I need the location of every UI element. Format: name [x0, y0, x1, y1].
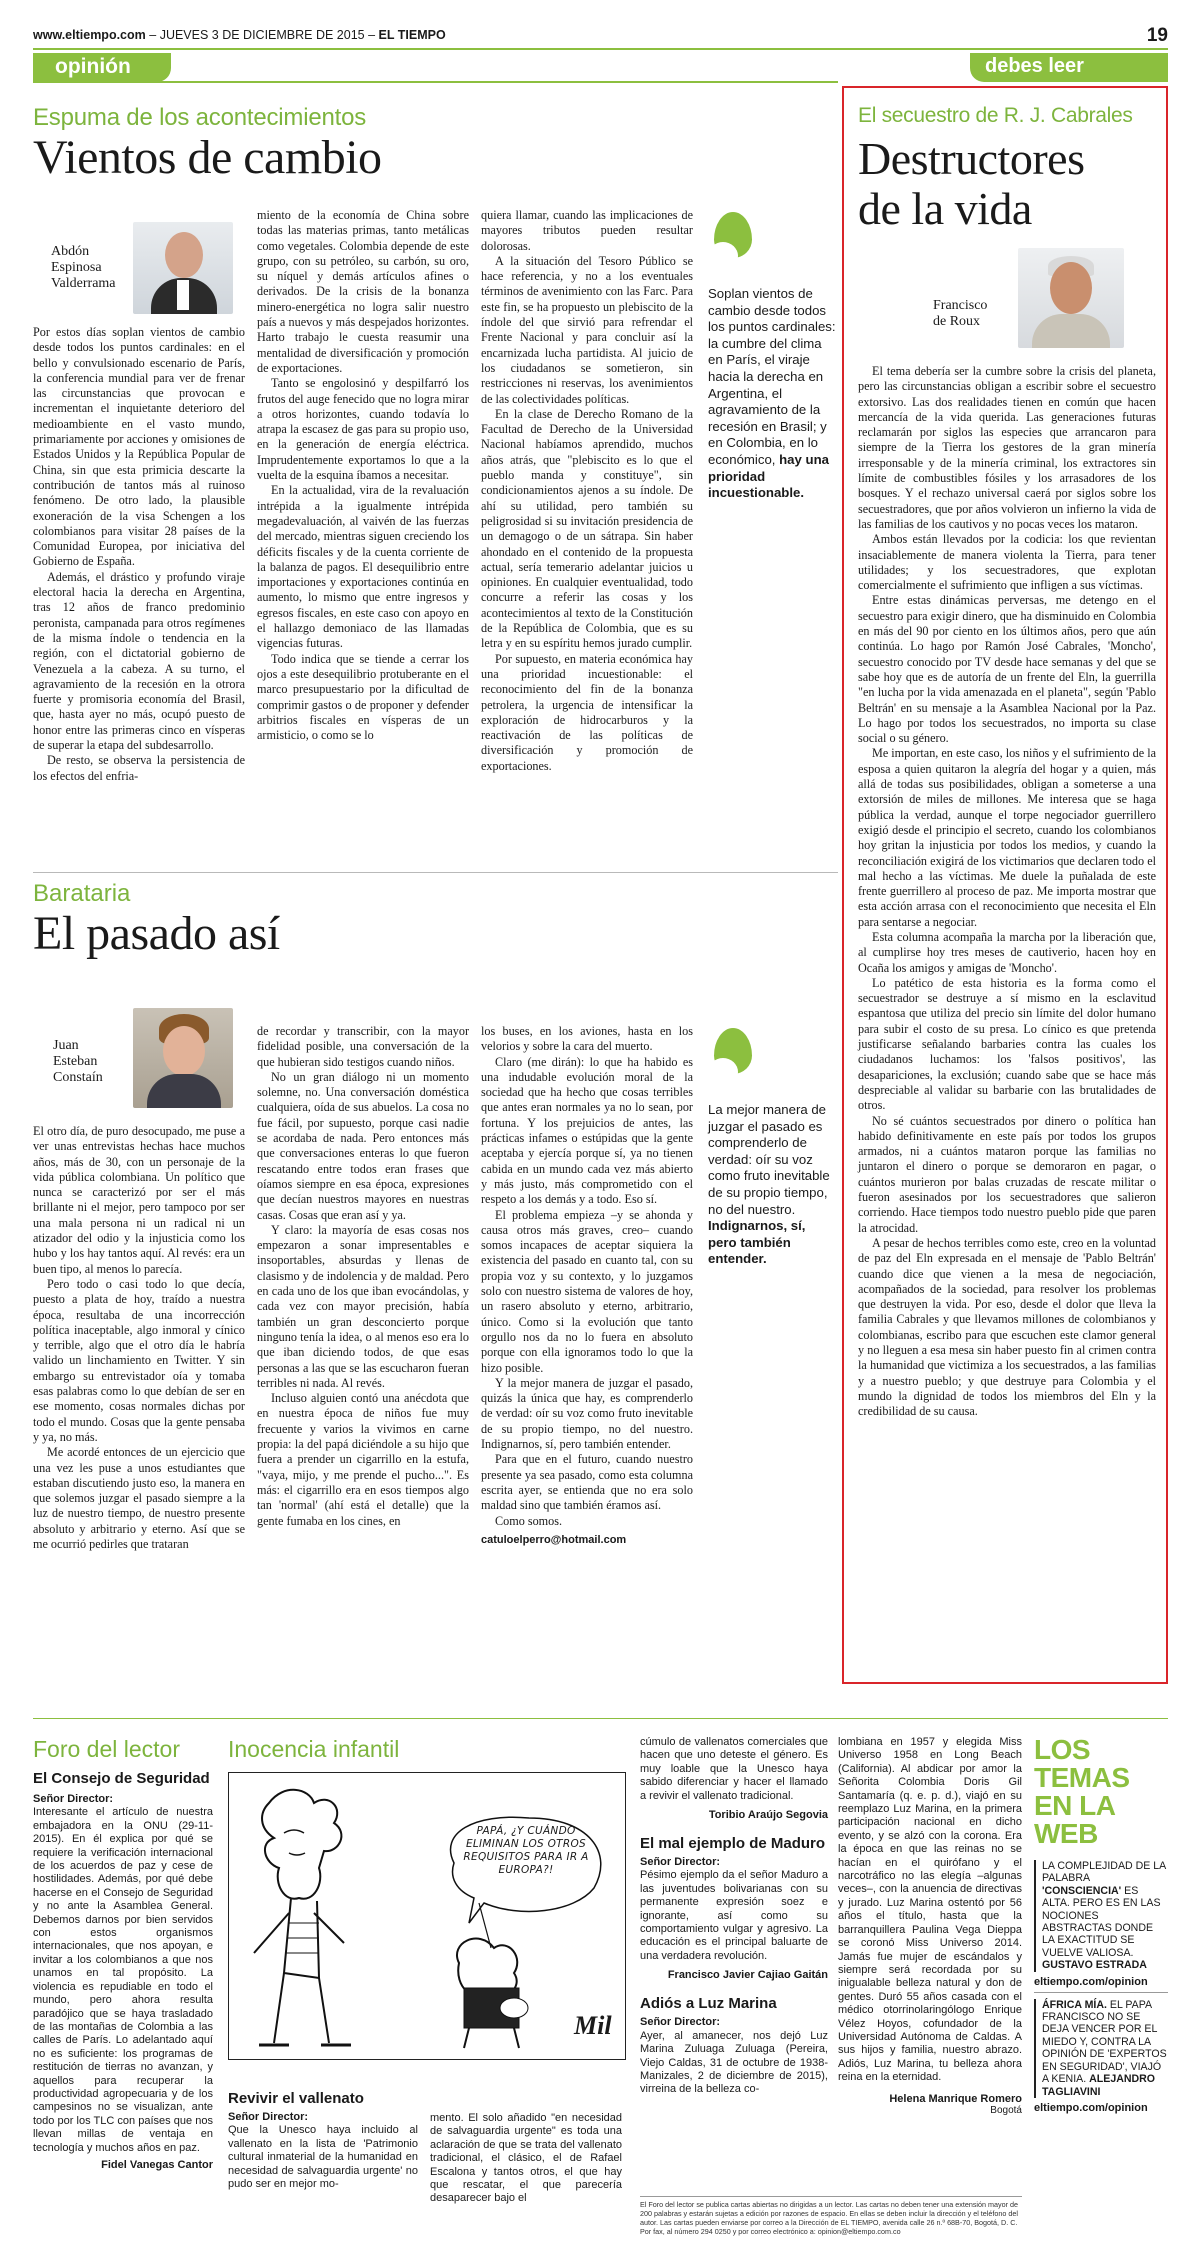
article1-column-1: Por estos días soplan vientos de cambio desde todos los puntos cardinales: en el bello y convulsionado escenario de París, la conferencia mundial para ver de frenar las circunstancias que provocan e incrementan el inquietante deterioro del medioambiente en el vasto mundo, primariamente por acciones y omisiones de Estados Unidos y la República Popular de China, sin que esta primicia descarte la contribución de tantos más al ruinoso fenómeno. De otro lado, la plausible exoneración de la visa Schengen a los colombianos para visitar 28 países de la Comunidad Europea, por iniciativa del Gobierno de España. Además, el drástico y profundo viraje electoral hacia la derecha en Argentina, tras 12 años de franco predominio peronista, campanada para otros regímenes de la misma índole o tendencia en la región, con el dictatorial gobierno de Venezuela a la cabeza. A su turno, el agravamiento de la recesión en la otrora fuerte y promisoria economía del Brasil, que, hasta ayer no más, ocupó puesto de honor entre las primeras cinco en vísperas de superar la etapa del subdesarrollo. De resto, se observa la persistencia de los efectos del enfria-: [33, 325, 245, 783]
letter-body: lombiana en 1957 y elegida Miss Universo 1958 en Long Beach (California). Al abdicar por amor la Señorita Colombia Doris Gil Santamaría (q. e. p. d.), viajó en su reemplazo Luz Marina, en la primera participación nacional en dicho evento, y se alzó con la corona. Era la época en que las reinas no se hacían en el quirófano y el narcotráfico no las elegía –algunas veces–, con la anuencia de directivas y jurado. Luz Marina ostentó por 56 años el título, hasta que la barranquillera Paulina Vega Dieppa se coronó Miss Universo 2014. Jamás fue mujer de escándalos y siempre será recordada por su inigualable belleza natural y don de gentes. Duró 55 años casada con el médico otorrinolaringólogo Enrique Vélez Hoyos, cofundador de la Universidad Autónoma de Caldas. A sus hijos y familia, nuestro abrazo. Adiós, Luz Marina, tu belleza ahora reina en la eternidad.: [838, 1736, 1022, 2084]
author-name: Francisco: [933, 298, 988, 313]
article1-column-3: quiera llamar, cuando las implicaciones de mayores tributos pueden resultar dolorosas. A la situación del Tesoro Público se hace referencia, y no a los eventuales términos de avenimiento con las Farc. Para este fin, se ha propuesto un plebiscito de la índole del que sirvió para refrendar el Frente Nacional y para concluir así la encarnizada lucha partidista. Al juicio de los ciudadanos se sometieron, sin restricciones ni reservas, los avenimientos de las colectividades políticas. En la clase de Derecho Romano de la Facultad de Derecho de la Universidad Nacional habíamos aprendido, muchos años atrás, que "plebiscito es lo que el pueblo manda y constituye", sin condicionamientos ajenos a su índole. De ahí su utilidad, pero también su peligrosidad si su invitación presidencia de un demagogo o de un sátrapa. Sin haber ahondado en el contenido de la propuesta actual, sería temerario adelantar juicios u opiniones. En cualquier eventualidad, todo concurre a referir las cosas y los acontecimientos al texto de la Constitución de la República de Colombia, que es su letra y en su espíritu hemos jurado cumplir. Por supuesto, en materia económica hay una prioridad incuestionable: el reconocimiento del fin de la bonanza petrolera, la urgencia de intensificar la exploración de hidrocarburos y la reactivación de las políticas de diversificación y promoción de exportaciones.: [481, 208, 693, 773]
foro-column-1: [33, 1770, 213, 2171]
letter-signature: Francisco Javier Cajiao Gaitán: [667, 1969, 828, 1982]
cartoon-heading: Inocencia infantil: [228, 1736, 400, 1762]
author-photo: [133, 1008, 233, 1108]
cartoon-frame: [228, 1772, 626, 2060]
article3-author-box: Francisco de Roux: [858, 248, 1154, 354]
article3-body: El tema debería ser la cumbre sobre la crisis del planeta, pero las circunstancias obligan a escribir sobre el secuestro extorsivo. Las dos realidades tienen en común que hacen mercancía de la vida querida. Las generaciones futuras reclamarán por siglos las especies que arrancaron para siempre de la Tierra los gestores de la gran minería irresponsable y de la minería criminal, los extractores sin límite de combustibles fósiles y los arrasadores de los bosques. Y el rechazo universal caerá por siglos sobre los secuestradores, que por años volvieron un infierno la vida de las familias de los cautivos y no pocas veces los mataron. Ambos están llevados por la codicia: los que revientan insaciablemente de manera violenta la Tierra, para tener utilidades; y los secuestradores, que explotan comercialmente el sufrimiento que infligen a sus víctimas. Entre estas dinámicas perversas, me detengo en el secuestro para exigir dinero, que ha disminuido en Colombia en más del 90 por ciento en los últimos años, pero que aún continúa. Lo hago por Ramón José Cabrales, 'Moncho', secuestro conocido por TV desde hace semanas y del que se sabe hoy que es de autoría de un frente del Eln, la guerrilla "en lucha por la vida amenazada en el planeta", según 'Pablo Beltrán' en su mensaje a la Asamblea Nacional por la Paz. Lo hago por todos los secuestrados, no importa su clase social o su género. Me importan, en este caso, los niños y el sufrimiento de la esposa a quien quitaron la alegría del hogar y a quien, más allá de todas sus posibilidades, obligan a someterse a una extorsión de miles de millones. Me interesa que se haga pública la verdad, aunque el torpe negociador guerrillero exigió desde el principio el secreto, cuando los colombianos hoy gritan la injusticia por todos los medios, y cuando la reconciliación exigirá de los victimarios que declaren todo el mal hecho a las víctimas. Me duele la puñalada de este frente guerrillero al proceso de paz. Me importa mostrar que esta acción arrasa con el reconocimiento que necesita el Eln para sentarse a negociar. Esta columna acompaña la marcha por la liberación que, al cumplirse hoy tres meses de cautiverio, hacen hoy en Ocaña los amigos y amigas de 'Moncho'. Lo patético de esta historia es la forma como el secuestrador se destruye a sí mismo en la esclavitud espantosa que utiliza del precio sin límite del dolor humano para subir el costo de su presa. Lo cínico es que pretenda justificarse señalando barbaries contra las cuales los ciudadanos luchamos: los 'falsos positivos', las desapariciones, la exclusión; cuando sabe que se hace más despreciable al validar su barbarie con las brutalidades de otros. No sé cuántos secuestrados por dinero o política han habido definitivamente en este país por todos los grupos armados, ni a cuántos mataron porque las familias no juntaron el dinero o porque se demoraron en pagar, o cuántos murieron por balas cruzadas de rescate militar o fueron asesinados por los secuestradores que salieron corriendo. Hace tiempos todo nuestro pueblo pide que paren la atrocidad. A pesar de hechos terribles como este, creo en la voluntad de paz del Eln expresada en el mensaje de 'Pablo Beltrán' cuando dice que vienen a la mesa de negociación, acompañados de la sociedad, para resolver los problemas que destruyen la vida. Por eso, desde el dolor que lleva la familia Cabrales y que llevamos millones de colombianos y colombianas, escribo para que escuchen este clamor general y no lleguen a esa mesa sin haber puesto fin al crimen contra la humanidad que victimiza a los secuestrados, a las familias y a nuestro pueblo; y que destruye para Colombia y el mundo la dignidad de todos los miembros del Eln y la credibilidad de su causa.: [858, 364, 1156, 1419]
author-email[interactable]: catuloelperro@hotmail.com: [481, 1533, 627, 1546]
article1-title: Vientos de cambio: [33, 131, 382, 184]
letter-title: El mal ejemplo de Maduro: [640, 1835, 826, 1853]
letter-salute: Señor Director:: [33, 1793, 114, 1805]
section-divider: [33, 872, 838, 873]
cartoon-drawing: [229, 1773, 626, 2060]
foro-column-3: mento. El solo añadido "en necesidad de salvaguardia urgente" es toda una aclaración de que se trata del vallenato tradicional, el clásico, el de Rafael Escalona y tantos otros, el que hay que rescatar, el que parecería desaparecer bajo el: [430, 2112, 622, 2205]
article2-column-1: El otro día, de puro desocupado, me puse a ver unas entrevistas hechas hace muchos años, más de 30, con un personaje de la vida pública colombiana. Un político que nunca se caracterizó por ser el más brillante ni el mejor, pero tampoco por ser una mala persona ni un radical ni un atizador del odio y la injusticia como los hubo y los hay tantos aquí. Al revés: era un buen tipo, al menos lo parecía. Pero todo o casi todo lo que decía, puesto a plata de hoy, traído a nuestra época, resultaba de una incorrección política inaceptable, algo inmoral y cínico y terrible, algo que el otro día le habría valido un linchamiento en Twitter. Y sin embargo su entrevistador oía y tomaba esas palabras como lo que debían de ser en ese momento, cosas normales dichas por todo el mundo. Cosas que la gente pensaba y ya, no más. Me acordé entonces de un ejercicio que una vez les puse a unos estudiantes que estaban discutiendo justo eso, la manera en que solemos juzgar el pasado siempre a la luz de nuestro tiempo, de nuestro presente absoluto y arbitrario y eterno. Así que se me ocurrió pedirles que trataran: [33, 1124, 245, 1552]
cartoon-signature: Mil: [574, 2011, 612, 2040]
article2-kicker: Barataria: [33, 880, 131, 907]
letter-title: Adiós a Luz Marina: [640, 1995, 777, 2013]
header-rule: [33, 48, 1168, 50]
foro-footer-note: El Foro del lector se publica cartas abiertas no dirigidas a un lector. Las cartas no deben tener una extensión mayor de 200 palabras y estarán sujetas a edición por razones de espacio. En ellas se deben incluir la dirección y el teléfono del autor. Las cartas pueden enviarse por correo a la Dirección de EL TIEMPO, avenida calle 26 n.º 68B-70, Bogotá, D. C. Por fax, al número 294 0250 y por correo electrónico a: opinion@eltiempo.com.co: [640, 2196, 1022, 2236]
web-topics-heading: LOS TEMAS EN LA WEB: [1034, 1734, 1130, 1849]
masthead: www.eltiempo.com – JUEVES 3 DE DICIEMBRE DE 2015 – EL TIEMPO 19: [33, 25, 1168, 46]
letter-signature: Fidel Vanegas Cantor: [101, 2158, 213, 2171]
foro-heading: Foro del lector: [33, 1736, 181, 1762]
article1-kicker: Espuma de los acontecimientos: [33, 104, 367, 131]
web-topic-link[interactable]: eltiempo.com/opinion: [1034, 2101, 1148, 2114]
author-photo: [1018, 248, 1124, 348]
letter-title: El Consejo de Seguridad: [33, 1770, 210, 1787]
paper-name: EL TIEMPO: [378, 28, 446, 42]
quote-icon: [708, 212, 762, 266]
article1-author-box: Abdón Espinosa Valderrama: [33, 222, 243, 317]
article2-pullquote: La mejor manera de juzgar el pasado es comprenderlo de verdad: oír su voz como fruto inevitable de su propio tiempo, no del nuestro. Indignarnos, sí, pero también entender.: [708, 1028, 836, 1268]
page-date: JUEVES 3 DE DICIEMBRE DE 2015: [159, 28, 365, 42]
web-topic-link[interactable]: eltiempo.com/opinion: [1034, 1976, 1168, 1993]
bottom-rule: [33, 1718, 1168, 1719]
letter-body: Ayer, al amanecer, nos dejó Luz Marina Zuluaga Zuluaga (Pereira, Viejo Caldas, 31 de octubre de 1938-Manizales, 2 de diciembre de 2015), virreina de la belleza co-: [640, 2029, 828, 2096]
debes-leer-tab: debes leer: [970, 53, 1168, 82]
quote-icon: [708, 1028, 762, 1082]
letter-title: Revivir el vallenato: [228, 2090, 364, 2107]
letter-city: Bogotá: [990, 2104, 1022, 2116]
article3-title: Destructores de la vida: [858, 133, 1085, 234]
foro-column-2: Revivir el vallenato Señor Director: Que la Unesco haya incluido al vallenato en la lista de 'Patrimonio cultural inmaterial de la humanidad en necesidad de salvaguardia urgente' no pudo ser en mejor mo-: [228, 2090, 418, 2191]
web-topic-item[interactable]: LA COMPLEJIDAD DE LA PALABRA 'CONSCIENCIA' ES ALTA. PERO ES EN LAS NOCIONES ABSTRACTAS DONDE LA EXACTITUD SE VUELVE VALIOSA. GUSTAVO ESTRADA: [1034, 1860, 1168, 1972]
section-bar: [33, 81, 838, 83]
cartoon-speech: PAPÁ, ¿Y CUÁNDO ELIMINAN LOS OTROS REQUISITOS PARA IR A EUROPA?!: [463, 1825, 589, 1876]
author-name: Abdón: [51, 244, 90, 259]
letter-body: cúmulo de vallenatos comerciales que hacen que uno deteste el género. Es muy loable que la Unesco haya sabido diferenciar y hacer el llamado a revivir el vallenato tradicional.: [640, 1736, 828, 1802]
foro-column-5: [838, 1736, 1022, 2116]
letter-body: Interesante el artículo de nuestra embajadora en la ONU (29-11-2015). En él explica por qué se requiere la verificación internacional de los acuerdos de paz y cese de hostilidades. Además, por qué debe hacerse en el Consejo de Seguridad y no ante la Asamblea General. Debemos darnos por bien servidos con estos organismos internacionales, que nos apoyan, e invitar a los colombianos a que nos unamos en tal propósito. La violencia es repudiable en todo el mundo, pero ahora resulta paradójico que se haya trasladado de las montañas de Colombia a las calles de París. Lo adelantado aquí no es suficiente: los programas de restitución de tierras no avanzan, y aquellos para recuperar la productividad agropecuaria y de los campesinos no se visualizan, ante todo por los TLC con países que nos llevan millas de ventaja en tecnología y muchos años en paz.: [33, 1806, 213, 2154]
author-photo: [133, 222, 233, 314]
author-name: Juan: [53, 1038, 79, 1053]
web-topics: [1034, 1736, 1168, 2114]
article2-title: El pasado así: [33, 907, 280, 960]
letter-signature: Toribio Araújo Segovia: [708, 1809, 828, 1822]
page-number: 19: [1146, 25, 1168, 46]
letter-body: Que la Unesco haya incluido al vallenato en la lista de 'Patrimonio cultural inmaterial de la humanidad en necesidad de salvaguardia urgente' no pudo ser en mejor mo-: [228, 2124, 418, 2191]
letter-body: Pésimo ejemplo da el señor Maduro a las juventudes bolivarianas con su permanente expresión soez e ignorante, así como su comportamiento vulgar y agresivo. La educación es el principal baluarte de una verdadera revolución.: [640, 1869, 828, 1962]
section-tab-opinion: opinión: [33, 53, 171, 82]
site-url[interactable]: www.eltiempo.com: [33, 28, 146, 42]
article1-column-2: miento de la economía de China sobre todas las materias primas, tanto metálicas como vegetales. Colombia depende de este grupo, con su petróleo, su carbón, su oro, su níquel y demás artículos afines o derivados. De la crisis de la bonanza minero-energética no logra salir nuestro país a nuevos y más despejados horizontes. Harto trabajo le cuesta reasumir una mentalidad de diversificación y promoción de exportaciones. Tanto se engolosinó y despilfarró los frutos del auge fenecido que no logra mirar a otros horizontes, cuando todavía lo atrapa la escasez de gas para su propio uso, en la generación de energía eléctrica. Imprudentemente exportamos lo que a la vuelta de la esquina íbamos a necesitar. En la actualidad, vira de la revaluación intrépida a la igualmente intrépida megadevaluación, al vaivén de las fuerzas del mercado, mientras siguen creciendo los déficits fiscales y de la cuenta corriente de la balanza de pagos. El desequilibrio entre importaciones y exportaciones continúa en aumento, lo mismo que entre ingresos y egresos fiscales, en este caso con apoyo en el hallazgo demoniaco de las llamadas vigencias futuras. Todo indica que se tiende a cerrar los ojos a este desequilibrio protuberante en el marco presupuestario por la dificultad de comprimir gastos o de proponer y defender arbitrios fiscales en vísperas de un armisticio, o como se lo: [257, 208, 469, 743]
article2-column-2: de recordar y transcribir, con la mayor fidelidad posible, una conversación de la que hubieran sido testigos cuando niños. No un gran diálogo ni un momento solemne, no. Una conversación doméstica cualquiera, oída de sus abuelos. La cosa no fue fácil, por supuesto, porque casi nadie se acordaba de nada. Pero entonces más que conversaciones enteras lo que fueron rescatando entre todos eran frases que oíamos siempre en esa época, expresiones que decían nuestros mayores en nuestras casas. Cosas que eran así y ya. Y claro: la mayoría de esas cosas nos empezaron a sonar impresentables e insoportables, absurdas y llenas de clasismo y de indolencia y de maldad. Pero en cada uno de los que iban evocándolas, y cada vez con mayor precisión, había también un gran desconcierto porque ninguno tenía la idea, o al menos eso era lo que iban diciendo todos, de que esas personas a las que se las escucharon fueran terribles ni nada. Al revés. Incluso alguien contó una anécdota que en nuestra época de niños fue muy frecuente y varios la vivimos en carne propia: la del papá diciéndole a su hijo que fuera a prender un cigarrillo en la estufa, "vaya, mijo, y me prende el pucho...". Es más: el cigarrillo era en esos tiempos algo tan 'normal' (ahí está el detalle) que la gente fumaba en los cines, en: [257, 1024, 469, 1528]
letter-signature: Helena Manrique Romero: [889, 2092, 1022, 2105]
article1-pullquote: Soplan vientos de cambio desde todos los puntos cardinales: la cumbre del clima en París, el viraje hacia la derecha en Argentina, el agravamiento de la recesión en Brasil; y en Colombia, en lo económico, hay una prioridad incuestionable.: [708, 212, 836, 502]
article2-column-3: los buses, en los aviones, hasta en los velorios y sobre la cara del muerto. Claro (me dirán): lo que ha habido es una indudable evolución moral de la sociedad que ha hecho que cosas terribles que antes eran normales ya no lo sean, por fortuna. Y los prejuicios de antes, las prácticas infames o estúpidas que la gente aceptaba y ejercía porque sí, ya no tienen cabida en un mundo cada vez más abierto y más justo, más comprometido con el respeto a los demás y a todo. Eso sí. El problema empieza –y se ahonda y causa otros más graves, creo– cuando somos incapaces de aceptar siquiera la existencia del pasado en cuanto tal, con su propia voz y su contexto, y lo juzgamos solo con nuestro sistema de valores de hoy, un rasero absoluto y eterno, arbitrario, único. Como si la evolución que tanto orgullo nos da no lo fuera en absoluto porque con ella ignoramos todo lo que la hizo posible. Y la mejor manera de juzgar el pasado, quizás la única que hay, es comprenderlo de verdad: oír su voz como fruto inevitable de su propio tiempo, no del nuestro. Indignarnos, sí, pero también entender. Para que en el futuro, cuando nuestro presente ya sea pasado, como esta columna escrita ayer, se entienda que no era solo maldad sino que también éramos así. Como somos. catuloelperro@hotmail.com: [481, 1024, 693, 1548]
web-topic-item[interactable]: ÁFRICA MÍA. EL PAPA FRANCISCO NO SE DEJA VENCER POR EL MIEDO Y, CONTRA LA OPINIÓN DE 'EXPERTOS EN SEGURIDAD', VIAJÓ A KENIA. ALEJANDRO TAGLIAVINI: [1034, 1999, 1168, 2098]
article3-kicker: El secuestro de R. J. Cabrales: [858, 104, 1133, 127]
article2-author-box: Juan Esteban Constaín: [33, 1008, 243, 1103]
foro-column-4: cúmulo de vallenatos comerciales que hacen que uno deteste el género. Es muy loable que la Unesco haya sabido diferenciar y hacer el llamado a revivir el vallenato tradicional. Toribio Araújo Segovia El mal ejemplo de Maduro Señor Director: Pésimo ejemplo da el señor Maduro a las juventudes bolivarianas con su permanente expresión soez e ignorante, así como su comportamiento vulgar y agresivo. La educación es el principal baluarte de una verdadera revolución. Francisco Javier Cajiao Gaitán Adiós a Luz Marina Señor Director: Ayer, al amanecer, nos dejó Luz Marina Zuluaga Zuluaga (Pereira, Viejo Caldas, 31 de octubre de 1938-Manizales, 2 de diciembre de 2015), virreina de la belleza co-: [640, 1736, 828, 2096]
